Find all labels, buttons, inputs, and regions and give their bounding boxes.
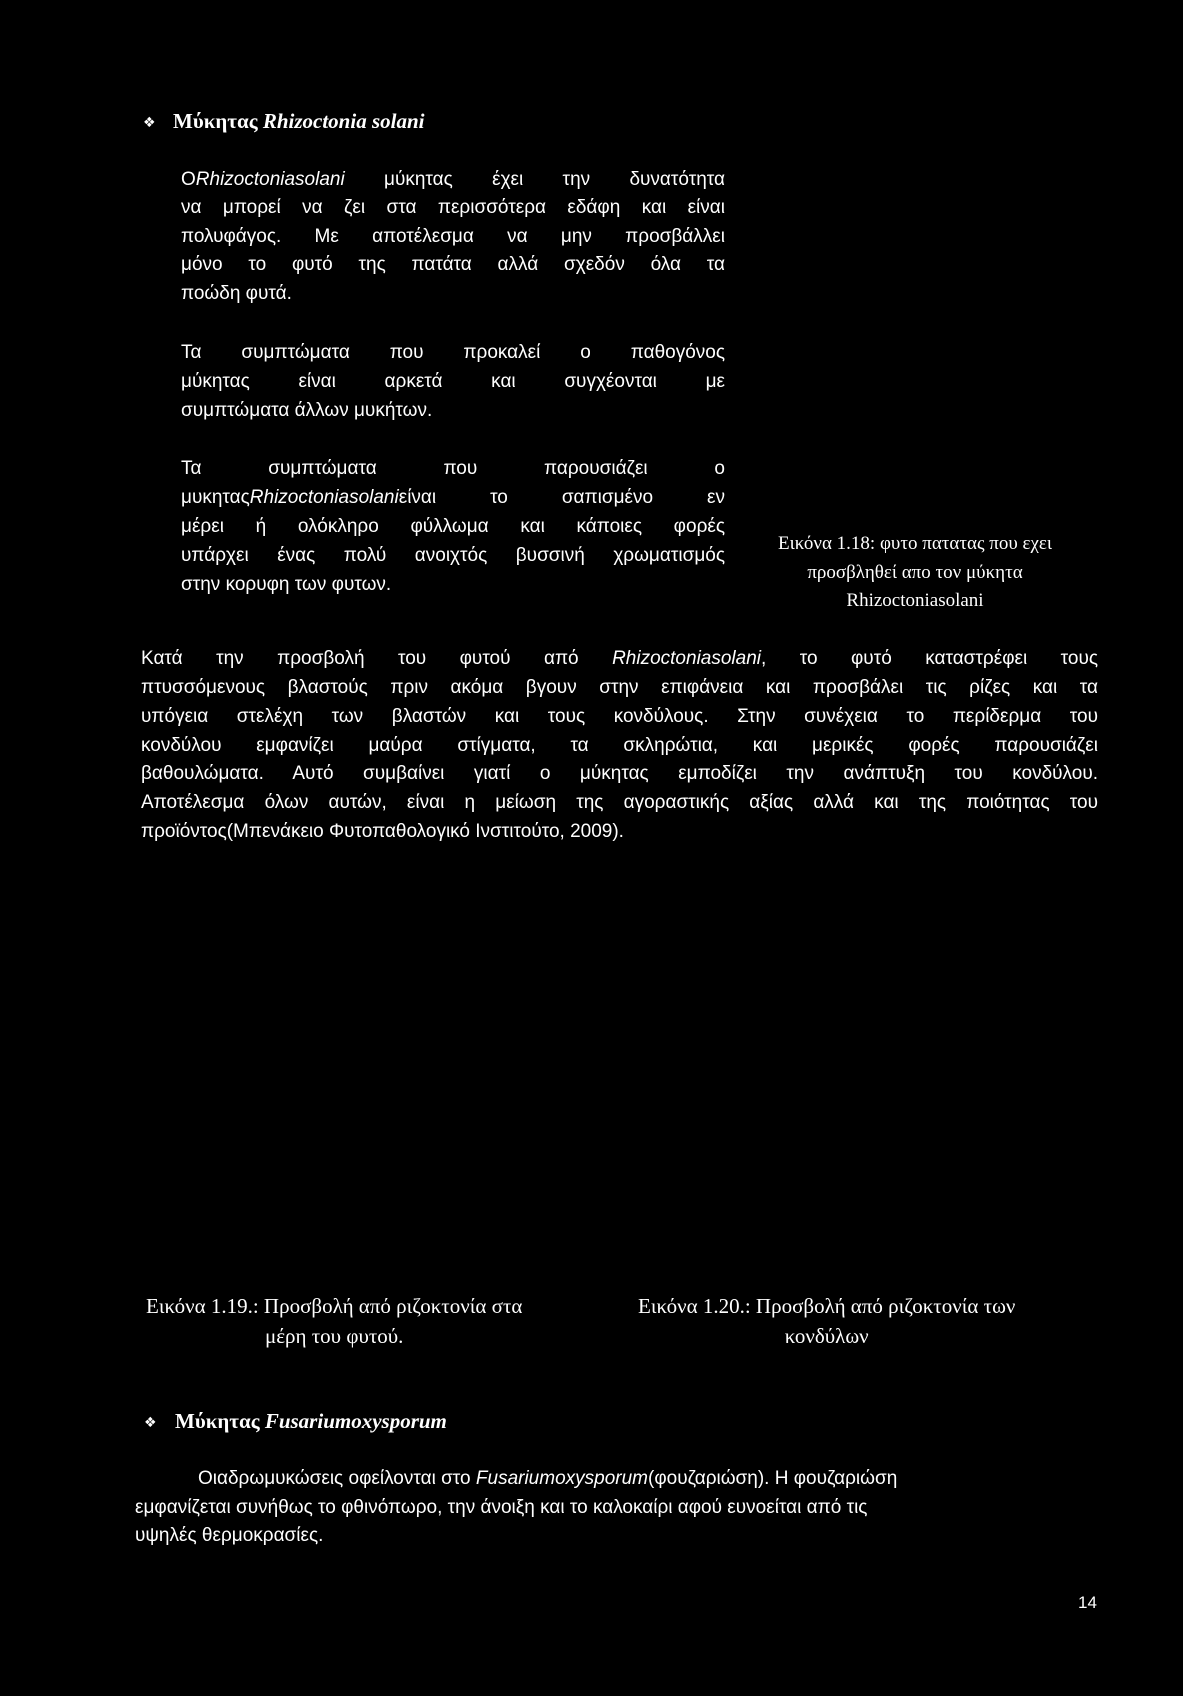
text-segment: υψηλές θερμοκρασίες. — [135, 1525, 324, 1547]
paragraph-line — [181, 542, 725, 571]
paragraph-line — [181, 396, 725, 425]
paragraph-2 — [181, 338, 725, 426]
paragraph-line — [181, 166, 725, 194]
text-segment: μυκητας — [181, 486, 250, 508]
paragraph-line — [181, 513, 725, 542]
paragraph-line — [135, 1465, 1095, 1494]
heading-label: Μύκητας — [175, 1409, 265, 1433]
figure-caption-1-20 — [638, 1291, 1015, 1352]
heading-species: Fusariumoxysporum — [264, 1409, 447, 1433]
caption-line: Εικόνα 1.19.: Προσβολή από ριζοκτονία στα — [146, 1294, 523, 1318]
diamond-bullet-icon: ❖ — [143, 115, 156, 131]
text-segment: μέρει ή ολόκληρο φύλλωμα και κάποιες φορές — [181, 515, 725, 537]
text-segment: κονδύλου εμφανίζει μαύρα στίγματα, τα σκληρώτια, και μερικές φορές παρουσιάζει — [141, 734, 1098, 756]
paragraph-line — [141, 818, 1098, 847]
paragraph-line — [181, 194, 725, 222]
text-segment: (φουζαριώση). Η φουζαριώση — [648, 1468, 898, 1489]
text-segment: ποώδη φυτά. — [181, 282, 292, 304]
paragraph-line — [181, 571, 725, 600]
page-number: 14 — [1078, 1593, 1097, 1612]
paragraph-line — [181, 367, 725, 396]
heading-text — [173, 109, 424, 133]
paragraph-line — [141, 645, 1098, 674]
text-segment: Τα συμπτώματα που παρουσιάζει ο — [181, 458, 725, 479]
text-segment: , το φυτό καταστρέφει τους — [761, 648, 1099, 669]
paragraph-line — [181, 484, 725, 513]
paragraph-line — [141, 760, 1098, 789]
figure-caption-1-19 — [146, 1291, 522, 1352]
paragraph-fusarium — [135, 1465, 1095, 1551]
caption-line: μέρη του φυτού. — [264, 1324, 404, 1349]
text-segment: πτυσσόμενους βλαστούς πριν ακόμα βγουν στην επιφάνεια και προσβάλει τις ρίζες και τα — [141, 676, 1098, 698]
text-segment: υπάρχει ένας πολύ ανοιχτός βυσσινή χρωματισμός — [181, 544, 725, 566]
text-segment: Ο — [181, 169, 196, 190]
paragraph-line — [141, 789, 1098, 818]
text-segment: Οιαδρωμυκώσεις οφείλονται στο — [198, 1468, 476, 1489]
diamond-bullet-icon: ❖ — [144, 1415, 157, 1431]
text-segment: μόνο το φυτό της πατάτα αλλά σχεδόν όλα τα — [181, 254, 725, 276]
paragraph-line — [135, 1494, 1095, 1523]
paragraph-line — [141, 703, 1098, 732]
paragraph-4 — [141, 645, 1098, 847]
text-segment: είναι το σαπισμένο εν — [398, 486, 725, 508]
heading-text — [175, 1409, 447, 1433]
paragraph-line — [181, 338, 725, 367]
paragraph-line — [181, 280, 725, 308]
text-segment: Κατά την προσβολή του φυτού από — [141, 648, 613, 669]
paragraph-line — [135, 1522, 1095, 1551]
text-segment: να μπορεί να ζει στα περισσότερα εδάφη και είναι — [181, 197, 725, 219]
figure-caption-1-18 — [735, 530, 1095, 616]
caption-line: κονδύλων — [784, 1324, 869, 1349]
text-segment: Αποτέλεσμα όλων αυτών, είναι η μείωση της αγοραστικής αξίας αλλά και της ποιότητας του — [141, 792, 1098, 814]
text-segment: μύκητας έχει την δυνατότητα — [344, 169, 725, 190]
text-segment: υπόγεια στελέχη των βλαστών και τους κονδύλους. Στην συνέχεια το περίδερμα του — [141, 705, 1098, 727]
text-segment: μύκητας είναι αρκετά και συγχέονται με — [181, 371, 725, 393]
species-name: Rhizoctoniasolani — [612, 648, 761, 669]
heading-label: Μύκητας — [173, 109, 263, 133]
text-segment: πολυφάγος. Με αποτέλεσμα να μην προσβάλλει — [181, 225, 725, 247]
caption-line: Εικόνα 1.18: φυτο πατατας που εχει — [778, 533, 1052, 554]
paragraph-line — [141, 674, 1098, 703]
species-name: Rhizoctoniasolani — [195, 169, 345, 190]
heading-species: Rhizoctonia solani — [262, 109, 425, 133]
paragraph-line — [181, 455, 725, 484]
text-segment: βαθουλώματα. Αυτό συμβαίνει γιατί ο μύκητας εμποδίζει την ανάπτυξη του κονδύλου. — [141, 763, 1098, 785]
paragraph-3 — [181, 455, 725, 600]
species-name: Rhizoctoniasolani — [249, 486, 399, 508]
paragraph-line — [141, 732, 1098, 761]
paragraph-1 — [181, 166, 725, 308]
text-segment: Τα συμπτώματα που προκαλεί ο παθογόνος — [181, 342, 725, 363]
text-segment: προϊόντος(Μπενάκειο Φυτοπαθολογικό Ινστιτούτο, 2009). — [141, 821, 624, 843]
text-segment: εμφανίζεται συνήθως το φθινόπωρο, την άνοιξη και το καλοκαίρι αφού ευνοείται από τις — [135, 1496, 868, 1518]
species-name: Fusariumoxysporum — [475, 1468, 648, 1489]
paragraph-line — [181, 223, 725, 251]
text-segment: στην κορυφη των φυτων. — [181, 573, 392, 595]
paragraph-line — [181, 251, 725, 279]
caption-line: προσβληθεί απο τον μύκητα — [807, 561, 1023, 583]
text-segment: συμπτώματα άλλων μυκήτων. — [181, 400, 433, 422]
caption-line: Rhizoctoniasolani — [846, 590, 984, 612]
caption-line: Εικόνα 1.20.: Προσβολή από ριζοκτονία των — [638, 1294, 1016, 1318]
